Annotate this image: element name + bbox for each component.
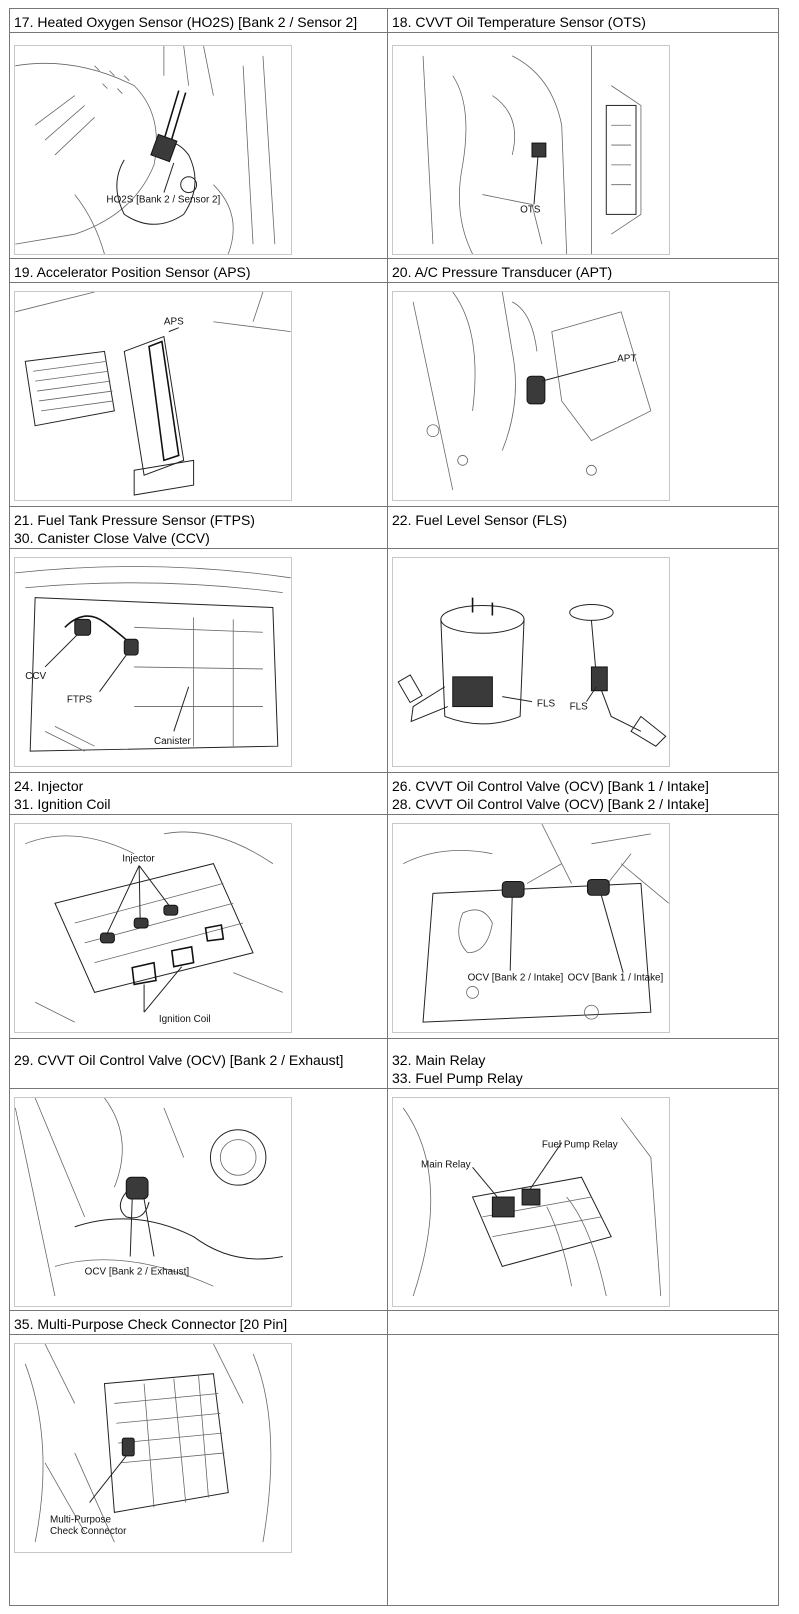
- injector-coil-figure: [14, 823, 292, 1033]
- figure-cell-21-30: [9, 548, 389, 774]
- figure-cell-24-31: [9, 814, 389, 1040]
- ho2s-label: HO2S [Bank 2 / Sensor 2]: [106, 194, 221, 206]
- figure-cell-29: [9, 1088, 389, 1312]
- aps-label: APS: [163, 316, 184, 328]
- title-cell-22: [387, 506, 779, 550]
- ots-label: OTS: [520, 204, 541, 216]
- ftps-label: FTPS: [66, 694, 93, 706]
- main-relay-label: Main Relay: [421, 1159, 471, 1171]
- ccv-label: CCV: [25, 670, 47, 682]
- figure-cell-20: [387, 282, 779, 508]
- title-cell-35: [9, 1310, 389, 1336]
- section-title: 29. CVVT Oil Control Valve (OCV) [Bank 2 / Exhaust]: [14, 1052, 344, 1068]
- ftps-ccv-figure: [14, 557, 292, 767]
- aps-figure: [14, 291, 292, 501]
- fls-figure: [392, 557, 670, 767]
- title-cell-32-33: [387, 1038, 779, 1090]
- ocv-exhaust-figure: [14, 1097, 292, 1307]
- section-title: 24. Injector: [14, 778, 84, 794]
- section-title: 22. Fuel Level Sensor (FLS): [392, 512, 568, 528]
- figure-cell-18: [387, 32, 779, 260]
- section-title: 33. Fuel Pump Relay: [392, 1070, 523, 1086]
- section-title: 32. Main Relay: [392, 1052, 486, 1068]
- section-title: 35. Multi-Purpose Check Connector [20 Pin]: [14, 1316, 288, 1332]
- canister-label: Canister: [153, 736, 191, 748]
- ots-figure: [392, 45, 670, 255]
- section-title: 18. CVVT Oil Temperature Sensor (OTS): [392, 14, 646, 30]
- injector-label: Injector: [122, 853, 155, 865]
- section-title: 20. A/C Pressure Transducer (APT): [392, 264, 613, 280]
- figure-cell-19: [9, 282, 389, 508]
- section-title: 31. Ignition Coil: [14, 796, 111, 812]
- ocv-intake-figure: [392, 823, 670, 1033]
- title-cell-21-30: [9, 506, 389, 550]
- section-title: 17. Heated Oxygen Sensor (HO2S) [Bank 2 / Sensor 2]: [14, 14, 358, 30]
- figure-cell-35: [9, 1334, 389, 1606]
- title-cell-empty: [387, 1310, 779, 1336]
- title-cell-19: [9, 258, 389, 284]
- figure-cell-32-33: [387, 1088, 779, 1312]
- title-cell-24-31: [9, 772, 389, 816]
- figure-cell-26-28: [387, 814, 779, 1040]
- title-cell-20: [387, 258, 779, 284]
- title-cell-29: [9, 1038, 389, 1090]
- check-connector-figure: [14, 1343, 292, 1553]
- ho2s-figure: [14, 45, 292, 255]
- ocv-bank2-intake-label: OCV [Bank 2 / Intake]: [467, 972, 564, 984]
- figure-cell-17: [9, 32, 389, 260]
- ocv-bank2-exhaust-label: OCV [Bank 2 / Exhaust]: [84, 1266, 190, 1278]
- ocv-bank1-intake-label: OCV [Bank 1 / Intake]: [567, 972, 664, 984]
- check-connector-label-line1: Multi-Purpose: [49, 1514, 112, 1526]
- title-cell-26-28: [387, 772, 779, 816]
- figure-cell-empty: [387, 1334, 779, 1606]
- component-location-table: [9, 8, 779, 1606]
- apt-figure: [392, 291, 670, 501]
- fuel-pump-relay-label: Fuel Pump Relay: [541, 1139, 618, 1151]
- check-connector-label-line2: Check Connector: [49, 1526, 127, 1538]
- fls-label-right: FLS: [569, 701, 588, 713]
- section-title: 30. Canister Close Valve (CCV): [14, 530, 210, 546]
- title-cell-18: [387, 8, 779, 34]
- ignition-coil-label: Ignition Coil: [158, 1014, 211, 1026]
- section-title: 28. CVVT Oil Control Valve (OCV) [Bank 2 / Intake]: [392, 796, 709, 812]
- section-title: 21. Fuel Tank Pressure Sensor (FTPS): [14, 512, 255, 528]
- apt-label: APT: [617, 353, 637, 365]
- title-cell-17: [9, 8, 389, 34]
- section-title: 19. Accelerator Position Sensor (APS): [14, 264, 251, 280]
- figure-cell-22: [387, 548, 779, 774]
- fls-label-left: FLS: [536, 698, 556, 710]
- section-title: 26. CVVT Oil Control Valve (OCV) [Bank 1 / Intake]: [392, 778, 709, 794]
- relay-figure: [392, 1097, 670, 1307]
